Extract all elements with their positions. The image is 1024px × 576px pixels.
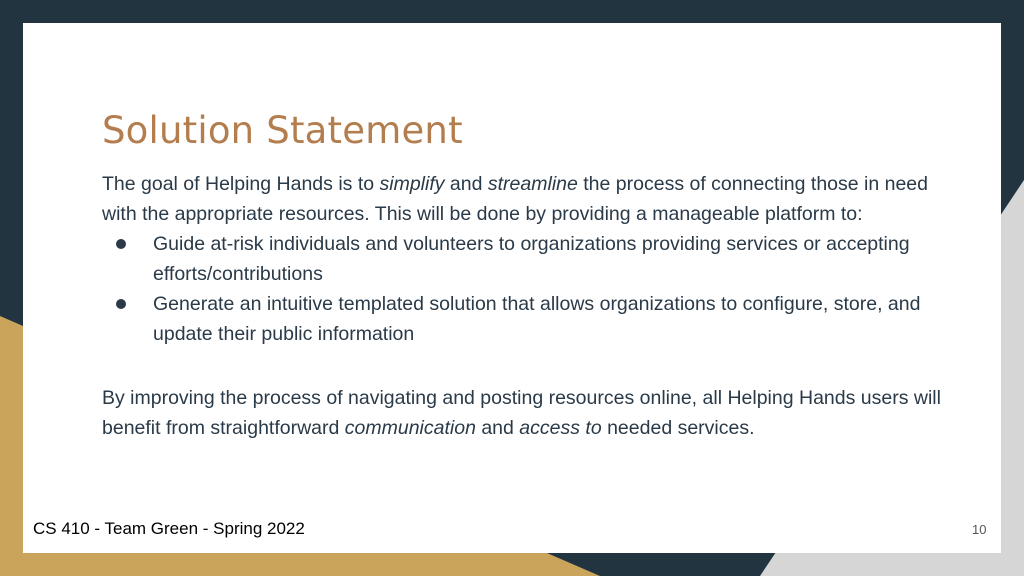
closing-paragraph xyxy=(102,383,947,443)
closing-emphasis-communication: communication xyxy=(344,417,476,439)
bullet-list xyxy=(102,229,947,349)
bullet-text: Guide at-risk individuals and volunteers to organizations providing services or accepting efforts/contributions xyxy=(153,233,910,285)
slide-body xyxy=(102,169,947,443)
bullet-item xyxy=(102,289,947,349)
bullet-text: Generate an intuitive templated solution that allows organizations to configure, store, and update their public information xyxy=(153,293,921,345)
closing-text-2: and xyxy=(475,417,520,439)
intro-emphasis-streamline: streamline xyxy=(487,173,578,195)
intro-text-3: the process of connecting those in need with the appropriate resources. This will be done by providing a manageable platform to: xyxy=(102,173,928,225)
paragraph-spacer xyxy=(102,349,947,383)
slide-canvas xyxy=(23,23,1001,553)
bullet-dot-icon xyxy=(116,239,126,249)
bullet-dot-icon xyxy=(116,299,126,309)
closing-emphasis-access: access to xyxy=(519,417,602,439)
closing-text-1: By improving the process of navigating and posting resources online, all Helping Hands users will benefit from straightforward xyxy=(102,387,941,439)
intro-text-1: The goal of Helping Hands is to xyxy=(102,173,380,195)
closing-text-3: needed services. xyxy=(601,417,755,439)
page-number: 10 xyxy=(972,522,987,537)
intro-text-2: and xyxy=(444,173,488,195)
intro-paragraph xyxy=(102,169,947,229)
slide-footer: CS 410 - Team Green - Spring 2022 xyxy=(33,519,305,538)
slide-title: Solution Statement xyxy=(102,109,463,152)
bullet-item xyxy=(102,229,947,289)
intro-emphasis-simplify: simplify xyxy=(379,173,445,195)
